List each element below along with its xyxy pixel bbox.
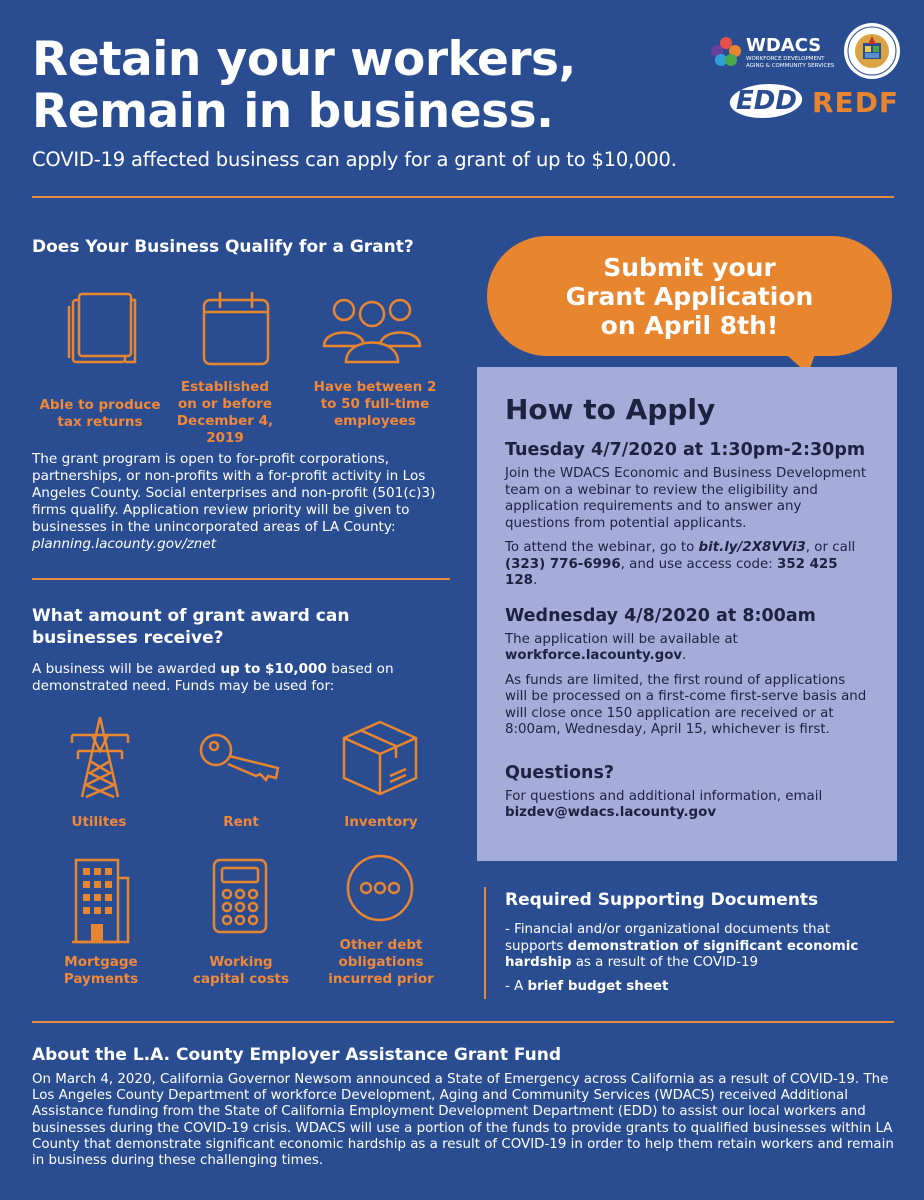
session1-attend-d: .	[532, 573, 538, 588]
use-label-working-capital: Working capital costs	[192, 954, 290, 987]
edd-logo	[726, 84, 805, 118]
qualify-label-established: Established on or before December 4, 2019	[176, 379, 274, 446]
calendar-icon	[196, 290, 276, 368]
session2-text2: As funds are limited, the first round of applications will be processed on a first-come first-serve basis and will close once 150 application are received or at 8:00am, Wednesday, April 15, whichever is first.	[505, 672, 867, 737]
qualify-divider	[32, 578, 450, 580]
znet-link[interactable]: planning.lacounty.gov/znet	[32, 536, 217, 552]
award-paragraph	[32, 661, 432, 695]
people-icon	[322, 292, 422, 364]
wdacs-flower-icon	[708, 34, 744, 68]
qualify-label-tax: Able to produce tax returns	[39, 397, 161, 430]
session1-attend-b: , or call	[805, 540, 856, 555]
title-line-1: Retain your workers,	[32, 32, 576, 87]
webinar-link[interactable]: bit.ly/2X8VVi3	[698, 540, 806, 555]
documents-item-2-a: - A	[505, 979, 528, 994]
documents-heading: Required Supporting Documents	[505, 890, 819, 910]
session2-title: Wednesday 4/8/2020 at 8:00am	[505, 605, 816, 626]
session1-title: Tuesday 4/7/2020 at 1:30pm-2:30pm	[505, 440, 866, 460]
how-to-apply-heading: How to Apply	[505, 393, 716, 426]
callout-line-3: on April 8th!	[600, 310, 779, 340]
qualify-label-employees: Have between 2 to 50 full-time employees	[313, 379, 437, 429]
qualify-paragraph	[32, 451, 450, 553]
access-code: 352 425 128	[505, 556, 838, 588]
building-icon	[70, 856, 134, 946]
edd-wordmark: EDD	[735, 86, 797, 116]
submit-callout	[487, 236, 892, 356]
page-subtitle: COVID-19 affected business can apply for a grant of up to $10,000.	[32, 148, 677, 171]
box-icon	[340, 718, 420, 796]
documents-item-1-bold: demonstration of significant economic hardship	[505, 938, 859, 970]
power-tower-icon	[68, 715, 132, 799]
documents-item-1-a: - Financial and/or organizational documents that supports	[505, 922, 831, 954]
redf-logo: REDF	[812, 86, 900, 119]
qualify-paragraph-text: The grant program is open to for-profit corporations, partnerships, or non-profits with a for-profit activity in Los Angeles County. Social enterprises and non-profit (501(c)3) firms qualify. Application review priority will be given to businesses in the unincorporated areas of LA County:	[32, 451, 436, 535]
wdacs-sub-2: AGING & COMMUNITY SERVICES	[746, 63, 835, 69]
award-text-after: based on demonstrated need. Funds may be used for:	[32, 661, 394, 694]
county-seal-icon	[843, 22, 901, 80]
application-link[interactable]: workforce.lacounty.gov	[505, 648, 683, 663]
page-title	[32, 34, 672, 138]
questions-email-line	[505, 805, 869, 822]
session2-text-b: .	[682, 648, 687, 663]
award-text-before: A business will be awarded	[32, 661, 221, 677]
documents-item-2	[505, 979, 668, 994]
use-label-utilities: Utilites	[71, 814, 127, 830]
questions-title: Questions?	[505, 762, 615, 783]
documents-item-1	[505, 922, 865, 972]
wdacs-sub-1: WORKFORCE DEVELOPMENT	[746, 56, 825, 62]
qualify-heading: Does Your Business Qualify for a Grant?	[32, 237, 414, 257]
header-divider	[32, 196, 894, 198]
how-to-apply-panel	[477, 367, 897, 861]
session1-attend	[505, 540, 869, 590]
documents-item-1-b: as a result of the COVID-19	[571, 955, 759, 970]
wdacs-wordmark: WDACS	[746, 35, 822, 56]
use-label-rent: Rent	[223, 814, 259, 830]
about-heading: About the L.A. County Employer Assistance Grant Fund	[32, 1045, 562, 1065]
documents-divider	[484, 887, 486, 999]
county-seal	[843, 22, 901, 80]
callout-line-1: Submit your	[603, 252, 776, 282]
award-amount: up to $10,000	[220, 661, 327, 677]
documents-icon	[67, 290, 137, 366]
more-icon	[345, 853, 415, 923]
wdacs-logo	[708, 30, 833, 78]
about-divider	[32, 1021, 894, 1023]
use-label-inventory: Inventory	[344, 814, 418, 830]
session2-text-a: The application will be available at	[505, 631, 738, 647]
session1-text: Join the WDACS Economic and Business Development team on a webinar to review the eligibility and application requirements and to answer any questions from potential applicants.	[505, 466, 867, 531]
callout-line-2: Grant Application	[565, 281, 814, 311]
use-label-other-debt: Other debt obligations incurred prior	[328, 937, 434, 987]
webinar-phone[interactable]: (323) 776-6996	[505, 556, 621, 572]
use-label-mortgage: Mortgage Payments	[63, 954, 139, 987]
session1-attend-a: To attend the webinar, go to	[505, 540, 699, 555]
about-text: On March 4, 2020, California Governor Newsom announced a State of Emergency across California as a result of COVID-19. The Los Angeles County Department of workforce Development, Aging and Community Services (WDACS) received Additional Assistance funding from the State of California Employment Development Department (EDD) to assist our local workers and businesses during the COVID-19 crisis. WDACS will use a portion of the funds to provide grants to qualified businesses within LA County that demonstrate significant economic hardship as a result of COVID-19 in order to help them retain workers and remain in business during these challenging times.	[32, 1072, 894, 1169]
documents-item-2-bold: brief budget sheet	[527, 979, 669, 994]
key-icon	[198, 732, 284, 782]
questions-email[interactable]: bizdev@wdacs.lacounty.gov	[505, 805, 717, 820]
questions-text: For questions and additional information, email	[505, 788, 823, 804]
award-heading: What amount of grant award can businesses receive?	[32, 606, 350, 648]
calculator-icon	[210, 858, 270, 934]
title-line-2: Remain in business.	[32, 84, 554, 139]
session1-attend-c: , and use access code:	[620, 556, 777, 572]
session2-text	[505, 632, 869, 665]
